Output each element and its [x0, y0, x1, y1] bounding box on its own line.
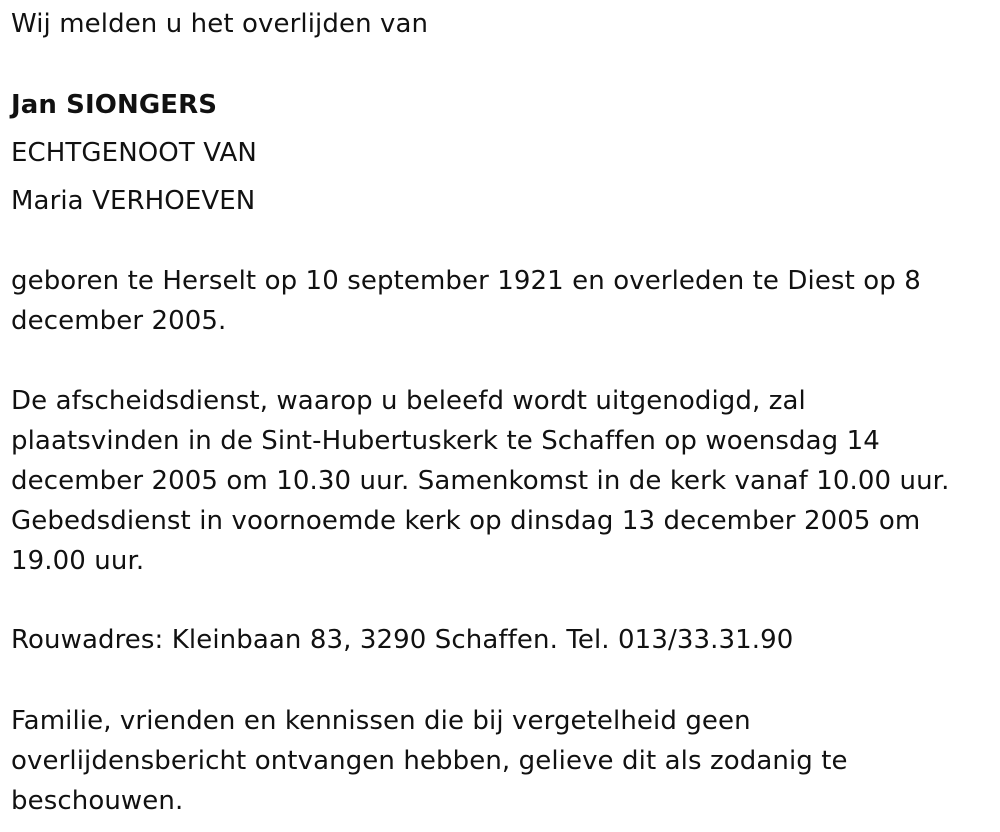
birth-death-line-1: geboren te Herselt op 10 september 1921 en overleden te Diest op 8: [11, 266, 921, 296]
address-line: Rouwadres: Kleinbaan 83, 3290 Schaffen. Tel. 013/33.31.90: [11, 625, 794, 655]
deceased-name: Jan SIONGERS: [11, 90, 218, 120]
relation-text: ECHTGENOOT VAN: [11, 138, 257, 168]
closing-line-1: Familie, vrienden en kennissen die bij vergetelheid geen: [11, 706, 751, 736]
intro-text: Wij melden u het overlijden van: [11, 9, 429, 39]
ceremony-line-4: Gebedsdienst in voornoemde kerk op dinsdag 13 december 2005 om: [11, 506, 921, 536]
birth-death-line-2: december 2005.: [11, 306, 227, 336]
ceremony-line-3: december 2005 om 10.30 uur. Samenkomst in de kerk vanaf 10.00 uur.: [11, 466, 950, 496]
ceremony-line-2: plaatsvinden in de Sint-Hubertuskerk te Schaffen op woensdag 14: [11, 426, 880, 456]
closing-line-3: beschouwen.: [11, 786, 184, 816]
ceremony-line-1: De afscheidsdienst, waarop u beleefd wordt uitgenodigd, zal: [11, 386, 806, 416]
closing-line-2: overlijdensbericht ontvangen hebben, gelieve dit als zodanig te: [11, 746, 848, 776]
spouse-name: Maria VERHOEVEN: [11, 186, 256, 216]
ceremony-line-5: 19.00 uur.: [11, 546, 145, 576]
